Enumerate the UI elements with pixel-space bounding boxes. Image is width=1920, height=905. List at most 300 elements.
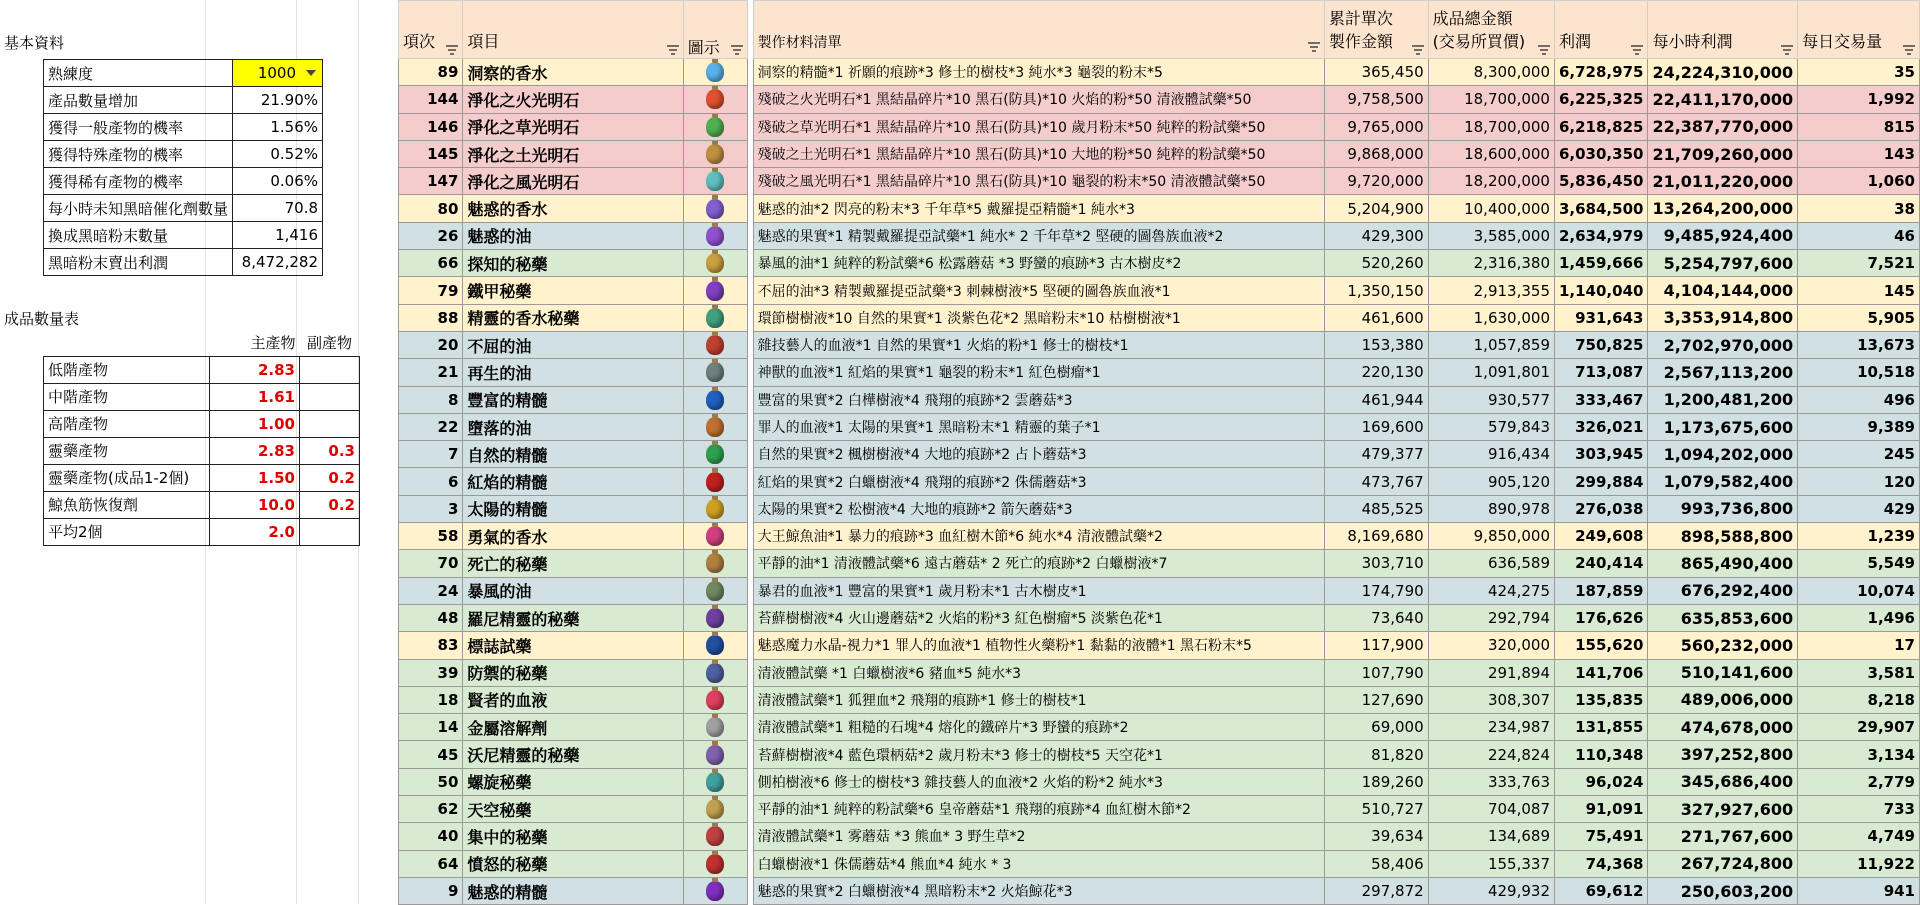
potion-icon: [683, 741, 747, 768]
qty-label: 低階產物: [44, 356, 210, 383]
craft-cost: 461,944: [1324, 386, 1428, 413]
potion-icon-shape: [706, 171, 724, 191]
potion-icon-shape: [706, 362, 724, 382]
daily-volume: 17: [1798, 632, 1920, 659]
potion-icon: [683, 413, 747, 440]
hourly-profit: 3,353,914,800: [1648, 304, 1798, 331]
filter-icon[interactable]: [1631, 40, 1643, 50]
potion-icon-shape: [706, 881, 724, 901]
product-total: 930,577: [1428, 386, 1554, 413]
product-total: 291,894: [1428, 659, 1554, 686]
daily-volume: 245: [1798, 441, 1920, 468]
daily-volume: 46: [1798, 222, 1920, 249]
item-number: 89: [399, 59, 463, 86]
table-row: [399, 632, 1920, 659]
profit-value: 249,608: [1554, 523, 1647, 550]
potion-icon-shape: [706, 226, 724, 246]
materials-list: 魅惑的果實*1 精製戴羅提亞試藥*1 純水* 2 千年草*2 堅硬的圖魯族血液*2: [753, 222, 1324, 249]
potion-icon: [683, 441, 747, 468]
qty-main: 2.83: [210, 437, 300, 464]
basic-info-row: [44, 168, 323, 195]
basic-info-row: [44, 195, 323, 222]
craft-cost: 1,350,150: [1324, 277, 1428, 304]
potion-icon-shape: [706, 745, 724, 765]
materials-list: 側柏樹液*6 修士的樹枝*3 雜技藝人的血液*2 火焰的粉*2 純水*3: [753, 768, 1324, 795]
materials-list: 不屈的油*3 精製戴羅提亞試藥*3 刺棘樹液*5 堅硬的圖魯族血液*1: [753, 277, 1324, 304]
hourly-profit: 1,079,582,400: [1648, 468, 1798, 495]
item-number: 58: [399, 523, 463, 550]
item-name: 羅尼精靈的秘藥: [463, 604, 683, 631]
table-row: [399, 222, 1920, 249]
profit-value: 96,024: [1554, 768, 1647, 795]
potion-icon: [683, 632, 747, 659]
daily-volume: 143: [1798, 140, 1920, 167]
chevron-down-icon[interactable]: [306, 70, 316, 76]
qty-row: [44, 383, 360, 410]
item-number: 45: [399, 741, 463, 768]
item-name: 豐富的精髓: [463, 386, 683, 413]
materials-list: 魅惑的果實*2 白蠟樹液*4 黑暗粉末*2 火焰鯨花*3: [753, 877, 1324, 904]
potion-icon: [683, 113, 747, 140]
craft-cost: 9,765,000: [1324, 113, 1428, 140]
qty-header-blank: [44, 329, 210, 356]
potion-icon-shape: [706, 117, 724, 137]
materials-list: 魅惑魔力水晶-視力*1 罪人的血液*1 植物性火藥粉*1 黏黏的液體*1 黑石粉末*5: [753, 632, 1324, 659]
item-number: 79: [399, 277, 463, 304]
item-name: 淨化之火光明石: [463, 86, 683, 113]
product-total: 1,057,859: [1428, 331, 1554, 358]
item-number: 39: [399, 659, 463, 686]
potion-icon-shape: [706, 199, 724, 219]
product-total: 3,585,000: [1428, 222, 1554, 249]
craft-cost: 461,600: [1324, 304, 1428, 331]
table-row: [399, 577, 1920, 604]
potion-icon-shape: [706, 717, 724, 737]
qty-sub: 0.2: [300, 491, 360, 518]
daily-volume: 4,749: [1798, 823, 1920, 850]
basic-info-row: [44, 60, 323, 87]
potion-icon: [683, 86, 747, 113]
product-total: 234,987: [1428, 714, 1554, 741]
basic-info-value: [233, 141, 323, 168]
table-row: [399, 523, 1920, 550]
qty-label: 平均2個: [44, 518, 210, 545]
proficiency-dropdown[interactable]: [233, 60, 323, 87]
potion-icon-shape: [706, 526, 724, 546]
item-number: 24: [399, 577, 463, 604]
profit-value: 1,140,040: [1554, 277, 1647, 304]
col-header-materials[interactable]: [753, 1, 1324, 59]
item-number: 88: [399, 304, 463, 331]
potion-icon: [683, 604, 747, 631]
potion-icon-shape: [706, 417, 724, 437]
product-total: 18,700,000: [1428, 86, 1554, 113]
craft-cost: 8,169,680: [1324, 523, 1428, 550]
item-name: 洞察的香水: [463, 59, 683, 86]
daily-volume: 29,907: [1798, 714, 1920, 741]
col-header-no[interactable]: [399, 1, 463, 59]
product-total: 704,087: [1428, 796, 1554, 823]
craft-cost: 107,790: [1324, 659, 1428, 686]
col-header-total-line1: 成品總金額: [1432, 9, 1513, 28]
hourly-profit: 489,006,000: [1648, 686, 1798, 713]
materials-list: 洞察的精髓*1 祈願的痕跡*3 修士的樹枝*3 純水*3 龜裂的粉末*5: [753, 59, 1324, 86]
potion-icon: [683, 714, 747, 741]
filter-icon[interactable]: [731, 40, 743, 50]
hourly-profit: 2,567,113,200: [1648, 359, 1798, 386]
potion-icon-shape: [706, 89, 724, 109]
daily-volume: 5,549: [1798, 550, 1920, 577]
item-number: 70: [399, 550, 463, 577]
basic-info-value-text: 8,472,282: [241, 253, 319, 271]
hourly-profit: 9,485,924,400: [1648, 222, 1798, 249]
potion-icon: [683, 768, 747, 795]
profit-value: 3,684,500: [1554, 195, 1647, 222]
daily-volume: 3,134: [1798, 741, 1920, 768]
materials-list: 豐富的果實*2 白樺樹液*4 飛翔的痕跡*2 雲蘑菇*3: [753, 386, 1324, 413]
table-row: [399, 441, 1920, 468]
col-header-cost[interactable]: [1324, 1, 1428, 59]
craft-cost: 69,000: [1324, 714, 1428, 741]
qty-label: 靈藥產物(成品1-2個): [44, 464, 210, 491]
craft-cost: 510,727: [1324, 796, 1428, 823]
product-total: 18,200,000: [1428, 168, 1554, 195]
table-row: [399, 468, 1920, 495]
basic-info-row: [44, 141, 323, 168]
item-name: 金屬溶解劑: [463, 714, 683, 741]
item-name: 墮落的油: [463, 413, 683, 440]
potion-icon: [683, 331, 747, 358]
basic-info-value-text: 1.56%: [270, 118, 319, 136]
daily-volume: 1,060: [1798, 168, 1920, 195]
potion-icon: [683, 277, 747, 304]
materials-list: 白蠟樹液*1 侏儒蘑菇*4 熊血*4 純水 * 3: [753, 850, 1324, 877]
potion-icon: [683, 140, 747, 167]
qty-main: 2.83: [210, 356, 300, 383]
potion-icon-shape: [706, 663, 724, 683]
filter-icon[interactable]: [1781, 40, 1793, 50]
potion-icon: [683, 386, 747, 413]
item-name: 不屈的油: [463, 331, 683, 358]
basic-info-value-text: 70.8: [284, 199, 319, 217]
basic-info-value: [233, 249, 323, 276]
hourly-profit: 4,104,144,000: [1648, 277, 1798, 304]
potion-icon: [683, 686, 747, 713]
basic-info-title: 基本資料: [4, 34, 65, 52]
table-row: [399, 304, 1920, 331]
item-name: 淨化之草光明石: [463, 113, 683, 140]
item-number: 145: [399, 140, 463, 167]
qty-row: [44, 437, 360, 464]
qty-header-main: 主產物: [210, 329, 300, 356]
potion-icon: [683, 468, 747, 495]
item-name: 魅惑的香水: [463, 195, 683, 222]
materials-list: 紅焰的果實*2 白蠟樹液*4 飛翔的痕跡*2 侏儒蘑菇*3: [753, 468, 1324, 495]
filter-icon[interactable]: [667, 40, 679, 50]
craft-cost: 303,710: [1324, 550, 1428, 577]
col-header-cost-line2: 製作金額: [1328, 32, 1393, 51]
craft-cost: 479,377: [1324, 441, 1428, 468]
craft-cost: 169,600: [1324, 413, 1428, 440]
materials-list: 苔蘚樹樹液*4 火山邊蘑菇*2 火焰的粉*3 紅色樹瘤*5 淡紫色花*1: [753, 604, 1324, 631]
col-header-name[interactable]: [463, 1, 683, 59]
profit-value: 750,825: [1554, 331, 1647, 358]
table-row: [399, 796, 1920, 823]
table-row: [399, 359, 1920, 386]
hourly-profit: 22,411,170,000: [1648, 86, 1798, 113]
item-name: 沃尼精靈的秘藥: [463, 741, 683, 768]
potion-icon-shape: [706, 62, 724, 82]
potion-icon: [683, 195, 747, 222]
item-number: 147: [399, 168, 463, 195]
craft-cost: 117,900: [1324, 632, 1428, 659]
potion-icon: [683, 577, 747, 604]
qty-main: 10.0: [210, 491, 300, 518]
qty-label: 靈藥產物: [44, 437, 210, 464]
basic-info-label: 獲得一般產物的機率: [44, 114, 233, 141]
product-total: 9,850,000: [1428, 523, 1554, 550]
item-number: 48: [399, 604, 463, 631]
craft-cost: 153,380: [1324, 331, 1428, 358]
product-total: 2,913,355: [1428, 277, 1554, 304]
potion-icon-shape: [706, 472, 724, 492]
qty-row: [44, 464, 360, 491]
qty-row: [44, 491, 360, 518]
hourly-profit: 993,736,800: [1648, 495, 1798, 522]
qty-sub: 0.3: [300, 437, 360, 464]
craft-cost: 297,872: [1324, 877, 1428, 904]
product-total: 320,000: [1428, 632, 1554, 659]
daily-volume: 429: [1798, 495, 1920, 522]
product-total: 890,978: [1428, 495, 1554, 522]
col-header-profit[interactable]: [1554, 1, 1647, 59]
potion-icon: [683, 495, 747, 522]
hourly-profit: 21,011,220,000: [1648, 168, 1798, 195]
qty-header-row: [44, 329, 360, 356]
item-number: 6: [399, 468, 463, 495]
filter-icon[interactable]: [446, 40, 458, 50]
profit-value: 141,706: [1554, 659, 1647, 686]
daily-volume: 145: [1798, 277, 1920, 304]
craft-cost: 485,525: [1324, 495, 1428, 522]
product-total: 424,275: [1428, 577, 1554, 604]
table-row: [399, 195, 1920, 222]
daily-volume: 9,389: [1798, 413, 1920, 440]
basic-info-value: [233, 195, 323, 222]
col-header-name-label: 項目: [467, 32, 500, 51]
craft-cost: 174,790: [1324, 577, 1428, 604]
craft-cost: 365,450: [1324, 59, 1428, 86]
materials-list: 殘破之風光明石*1 黑結晶碎片*10 黑石(防具)*10 龜裂的粉末*50 清液體試藥*50: [753, 168, 1324, 195]
table-row: [399, 331, 1920, 358]
profit-value: 6,218,825: [1554, 113, 1647, 140]
filter-icon[interactable]: [1903, 40, 1915, 50]
hourly-profit: 327,927,600: [1648, 796, 1798, 823]
table-row: [399, 413, 1920, 440]
materials-list: 清液體試藥 *1 白蠟樹液*6 豬血*5 純水*3: [753, 659, 1324, 686]
profit-value: 155,620: [1554, 632, 1647, 659]
profit-value: 240,414: [1554, 550, 1647, 577]
craft-cost: 429,300: [1324, 222, 1428, 249]
basic-info-value: [233, 87, 323, 114]
table-row: [399, 250, 1920, 277]
item-number: 83: [399, 632, 463, 659]
profit-value: 131,855: [1554, 714, 1647, 741]
profit-value: 6,030,350: [1554, 140, 1647, 167]
potion-icon: [683, 850, 747, 877]
potion-icon: [683, 168, 747, 195]
materials-list: 清液體試藥*1 狐狸血*2 飛翔的痕跡*1 修士的樹枝*1: [753, 686, 1324, 713]
profit-value: 176,626: [1554, 604, 1647, 631]
potion-icon-shape: [706, 854, 724, 874]
basic-info-label: 熟練度: [44, 60, 233, 87]
product-total: 308,307: [1428, 686, 1554, 713]
table-row: [399, 659, 1920, 686]
potion-icon-shape: [706, 581, 724, 601]
craft-cost: 39,634: [1324, 823, 1428, 850]
basic-info-row: [44, 222, 323, 249]
item-name: 魅惑的精髓: [463, 877, 683, 904]
materials-list: 暴風的油*1 純粹的粉試藥*6 松露蘑菇 *3 野蠻的痕跡*3 古木樹皮*2: [753, 250, 1324, 277]
item-number: 50: [399, 768, 463, 795]
table-row: [399, 604, 1920, 631]
qty-main: 1.00: [210, 410, 300, 437]
daily-volume: 11,922: [1798, 850, 1920, 877]
daily-volume: 941: [1798, 877, 1920, 904]
craft-cost: 520,260: [1324, 250, 1428, 277]
col-header-icon[interactable]: [683, 1, 747, 59]
col-header-materials-label: 製作材料清單: [757, 35, 842, 51]
profit-value: 69,612: [1554, 877, 1647, 904]
item-name: 暴風的油: [463, 577, 683, 604]
hourly-profit: 1,094,202,000: [1648, 441, 1798, 468]
table-row: [399, 550, 1920, 577]
recipe-table: [398, 0, 1920, 905]
daily-volume: 1,239: [1798, 523, 1920, 550]
item-name: 勇氣的香水: [463, 523, 683, 550]
craft-cost: 5,204,900: [1324, 195, 1428, 222]
col-header-hourly[interactable]: [1648, 1, 1798, 59]
col-header-daily[interactable]: [1798, 1, 1920, 59]
hourly-profit: 5,254,797,600: [1648, 250, 1798, 277]
daily-volume: 10,074: [1798, 577, 1920, 604]
item-name: 淨化之土光明石: [463, 140, 683, 167]
materials-list: 太陽的果實*2 松樹液*4 大地的痕跡*2 箭矢蘑菇*3: [753, 495, 1324, 522]
item-name: 死亡的秘藥: [463, 550, 683, 577]
materials-list: 大王鯨魚油*1 暴力的痕跡*3 血紅樹木節*6 純水*4 清液體試藥*2: [753, 523, 1324, 550]
product-total: 429,932: [1428, 877, 1554, 904]
materials-list: 殘破之土光明石*1 黑結晶碎片*10 黑石(防具)*10 大地的粉*50 純粹的粉試藥*50: [753, 140, 1324, 167]
materials-list: 神獸的血液*1 紅焰的果實*1 龜裂的粉末*1 紅色樹瘤*1: [753, 359, 1324, 386]
item-name: 憤怒的秘藥: [463, 850, 683, 877]
daily-volume: 8,218: [1798, 686, 1920, 713]
daily-volume: 10,518: [1798, 359, 1920, 386]
filter-icon[interactable]: [1412, 40, 1424, 50]
potion-icon-shape: [706, 281, 724, 301]
item-name: 賢者的血液: [463, 686, 683, 713]
product-total: 10,400,000: [1428, 195, 1554, 222]
potion-icon: [683, 222, 747, 249]
potion-icon-shape: [706, 390, 724, 410]
table-row: [399, 113, 1920, 140]
col-header-total[interactable]: [1428, 1, 1554, 59]
daily-volume: 13,673: [1798, 331, 1920, 358]
product-total: 333,763: [1428, 768, 1554, 795]
potion-icon-shape: [706, 335, 724, 355]
daily-volume: 38: [1798, 195, 1920, 222]
daily-volume: 1,992: [1798, 86, 1920, 113]
item-name: 紅焰的精髓: [463, 468, 683, 495]
item-number: 26: [399, 222, 463, 249]
filter-icon[interactable]: [1538, 40, 1550, 50]
daily-volume: 5,905: [1798, 304, 1920, 331]
product-total: 134,689: [1428, 823, 1554, 850]
item-number: 9: [399, 877, 463, 904]
hourly-profit: 635,853,600: [1648, 604, 1798, 631]
basic-info-value: [233, 222, 323, 249]
qty-table: [43, 329, 360, 546]
profit-value: 333,467: [1554, 386, 1647, 413]
daily-volume: 733: [1798, 796, 1920, 823]
filter-icon[interactable]: [1308, 40, 1320, 50]
product-total: 1,091,801: [1428, 359, 1554, 386]
qty-main: 1.61: [210, 383, 300, 410]
item-number: 80: [399, 195, 463, 222]
basic-info-row: [44, 114, 323, 141]
item-name: 標誌試藥: [463, 632, 683, 659]
hourly-profit: 1,173,675,600: [1648, 413, 1798, 440]
materials-list: 殘破之草光明石*1 黑結晶碎片*10 黑石(防具)*10 歲月粉末*50 純粹的粉試藥*50: [753, 113, 1324, 140]
table-row: [399, 714, 1920, 741]
table-row: [399, 768, 1920, 795]
item-name: 集中的秘藥: [463, 823, 683, 850]
hourly-profit: 345,686,400: [1648, 768, 1798, 795]
hourly-profit: 24,224,310,000: [1648, 59, 1798, 86]
basic-info-label: 獲得特殊產物的機率: [44, 141, 233, 168]
daily-volume: 1,496: [1798, 604, 1920, 631]
product-total: 905,120: [1428, 468, 1554, 495]
daily-volume: 496: [1798, 386, 1920, 413]
hourly-profit: 250,603,200: [1648, 877, 1798, 904]
potion-icon-shape: [706, 553, 724, 573]
item-number: 22: [399, 413, 463, 440]
potion-icon-shape: [706, 799, 724, 819]
table-row: [399, 140, 1920, 167]
item-name: 鐵甲秘藥: [463, 277, 683, 304]
qty-table-title: 成品數量表: [4, 310, 80, 328]
basic-info-row: [44, 87, 323, 114]
materials-list: 平靜的油*1 純粹的粉試藥*6 皇帝蘑菇*1 飛翔的痕跡*4 血紅樹木節*2: [753, 796, 1324, 823]
col-header-profit-label: 利潤: [1558, 32, 1591, 51]
recipe-table-area: [398, 0, 1920, 905]
hourly-profit: 898,588,800: [1648, 523, 1798, 550]
table-row: [399, 86, 1920, 113]
item-number: 18: [399, 686, 463, 713]
hourly-profit: 397,252,800: [1648, 741, 1798, 768]
basic-info-label: 每小時未知黑暗催化劑數量: [44, 195, 233, 222]
table-row: [399, 277, 1920, 304]
qty-row: [44, 410, 360, 437]
table-row: [399, 823, 1920, 850]
item-name: 淨化之風光明石: [463, 168, 683, 195]
item-number: 14: [399, 714, 463, 741]
col-header-cost-line1: 累計單次: [1328, 9, 1393, 28]
potion-icon-shape: [706, 444, 724, 464]
item-name: 再生的油: [463, 359, 683, 386]
hourly-profit: 510,141,600: [1648, 659, 1798, 686]
product-total: 1,630,000: [1428, 304, 1554, 331]
basic-info-row: [44, 249, 323, 276]
